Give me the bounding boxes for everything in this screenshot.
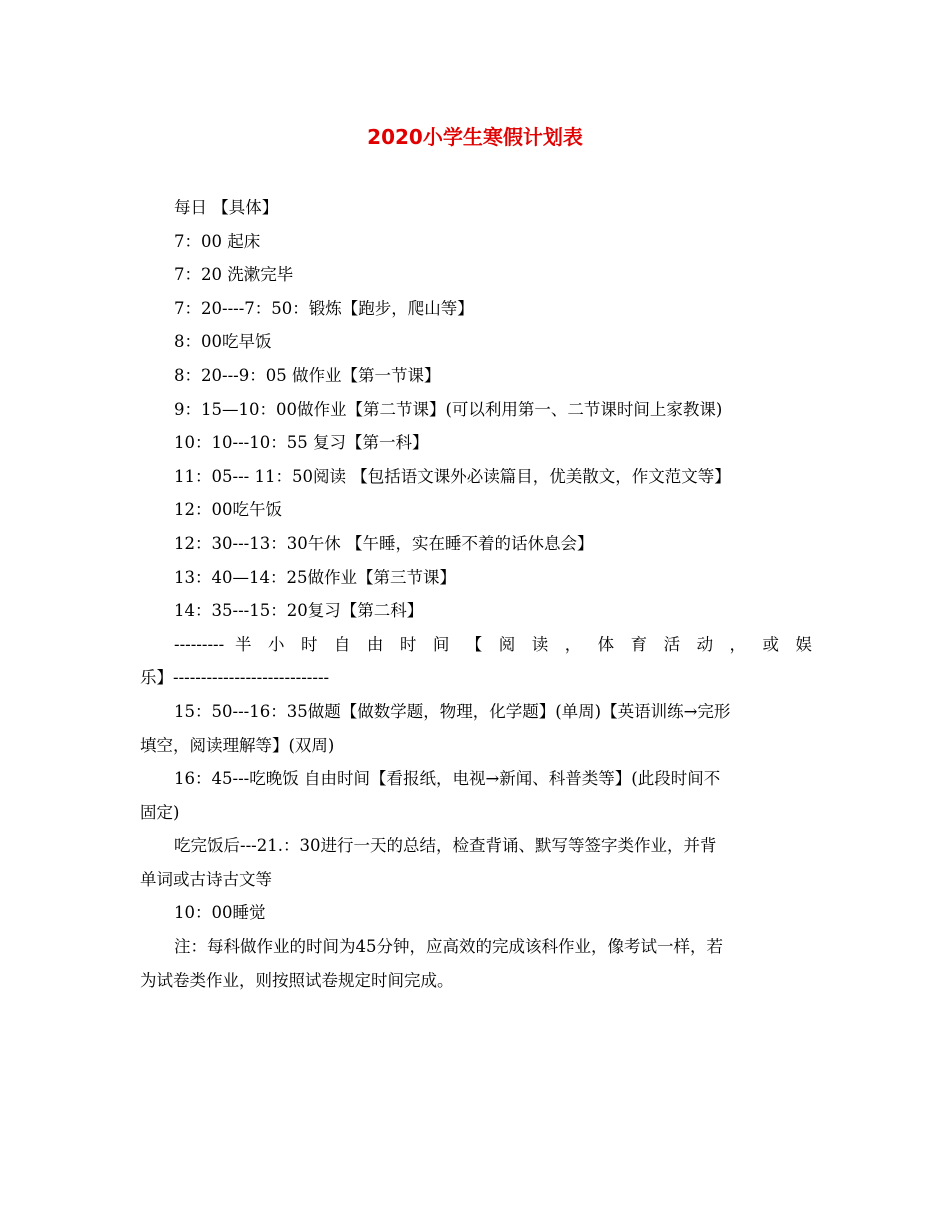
schedule-body xyxy=(140,191,812,997)
note-paragraph xyxy=(140,930,812,964)
schedule-line-homework-1: 8：20---9：05 做作业【第一节课】 xyxy=(174,365,441,385)
exercise-paragraph-first: 15：50---16：35做题【做数学题，物理，化学题】(单周)【英语训练→完形 xyxy=(174,701,731,721)
schedule-line-daily: 每日 【具体】 xyxy=(174,198,279,217)
schedule-line-homework-3: 13：40—14：25做作业【第三节课】 xyxy=(174,567,456,587)
schedule-line-nap: 12：30---13：30午休 【午睡，实在睡不着的话休息会】 xyxy=(174,533,594,553)
dinner-paragraph-first: 16：45---吃晚饭 自由时间【看报纸，电视→新闻、科普类等】(此段时间不 xyxy=(174,769,721,789)
schedule-line-breakfast: 8：00吃早饭 xyxy=(174,332,272,352)
free-time-paragraph xyxy=(140,628,812,662)
dinner-paragraph xyxy=(140,762,812,796)
evening-paragraph xyxy=(140,829,812,863)
schedule-line-wake: 7：00 起床 xyxy=(174,231,261,251)
schedule-line-homework-2: 9：15—10：00做作业【第二节课】(可以利用第一、二节课时间上家教课) xyxy=(174,399,723,419)
note-rest: 为试卷类作业，则按照试卷规定时间完成。 xyxy=(140,970,454,990)
dinner-paragraph-rest: 固定) xyxy=(140,802,180,822)
note-first: 注：每科做作业的时间为45分钟，应高效的完成该科作业，像考试一样，若 xyxy=(174,937,723,957)
exercise-paragraph-rest: 填空，阅读理解等】(双周) xyxy=(140,735,335,755)
free-time-line-2: 乐】---------------------------- xyxy=(140,668,330,688)
exercise-paragraph xyxy=(140,695,812,729)
free-time-line-1: --------- 半 小 时 自 由 时 间 【 阅 读 ， 体 育 活 动 ， 或 娱 xyxy=(174,634,812,654)
schedule-line-wash: 7：20 洗漱完毕 xyxy=(174,265,294,285)
evening-paragraph-rest: 单词或古诗古文等 xyxy=(140,869,272,889)
schedule-line-review-1: 10：10---10：55 复习【第一科】 xyxy=(174,433,429,453)
evening-paragraph-first: 吃完饭后---21.：30进行一天的总结，检查背诵、默写等签字类作业，并背 xyxy=(174,836,717,856)
schedule-line-review-2: 14：35---15：20复习【第二科】 xyxy=(174,601,424,621)
schedule-line-sleep: 10：00睡觉 xyxy=(174,903,266,923)
schedule-line-reading: 11：05--- 11：50阅读 【包括语文课外必读篇目，优美散文，作文范文等】 xyxy=(174,466,731,486)
schedule-line-exercise: 7：20----7：50：锻炼【跑步，爬山等】 xyxy=(174,298,474,318)
document-title: 2020小学生寒假计划表 xyxy=(367,125,583,149)
schedule-line-lunch: 12：00吃午饭 xyxy=(174,500,282,520)
